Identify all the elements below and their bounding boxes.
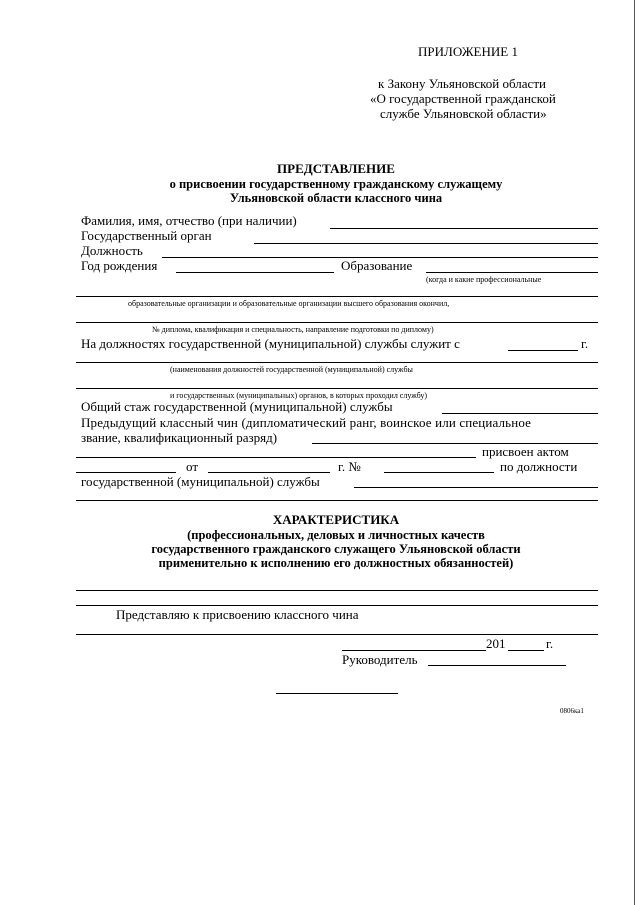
fio-input-line[interactable] (330, 228, 598, 229)
act-date-input-line[interactable] (208, 472, 330, 473)
service-start-input-line[interactable] (508, 350, 578, 351)
date-input-line[interactable] (342, 650, 486, 651)
service-caption1: (наименования должностей государственной (муниципальной) службы (170, 365, 413, 374)
service-positions-input-line[interactable] (76, 362, 598, 363)
characteristic-subtitle2: государственного гражданского служащего Ульяновской области (151, 542, 521, 556)
document-subtitle1: о присвоении государственному гражданскому служащему (169, 177, 503, 191)
characteristic-title: ХАРАКТЕРИСТИКА (272, 512, 400, 527)
service-label: На должностях государственной (муниципальной) службы служит с (81, 336, 460, 351)
document-subtitle2: Ульяновской области классного чина (229, 191, 443, 205)
year-prefix: 201 (486, 636, 506, 651)
service-organs-input-line[interactable] (76, 388, 598, 389)
service-tail-input-line2[interactable] (76, 500, 598, 501)
position-label: Должность (81, 243, 143, 258)
bottom-separator (276, 693, 398, 694)
birth-year-label: Год рождения (81, 258, 158, 273)
education-input-line2[interactable] (76, 296, 598, 297)
education-caption3: № диплома, квалификация и специальность, направление подготовки по диплому) (152, 325, 434, 334)
present-to-rank-input-line[interactable] (76, 634, 598, 635)
head-signature-line[interactable] (428, 665, 566, 666)
characteristic-subtitle1: (профессиональных, деловых и личностных качеств (187, 528, 485, 542)
fio-label: Фамилия, имя, отчество (при наличии) (81, 213, 297, 228)
service-year-suffix: г. (581, 336, 589, 351)
education-caption2: образовательные организации и образовательные организации высшего образования окончил, (128, 299, 450, 308)
by-position-label: по должности (500, 459, 578, 474)
organ-label: Государственный орган (81, 228, 212, 243)
characteristic-input-line1[interactable] (76, 590, 598, 591)
head-label: Руководитель (342, 652, 418, 667)
birth-year-input-line[interactable] (176, 272, 334, 273)
year-input-line[interactable] (508, 650, 544, 651)
characteristic-input-line2[interactable] (76, 605, 598, 606)
law-reference-line3: службе Ульяновской области» (380, 106, 547, 121)
service-tail-input-line[interactable] (354, 487, 598, 488)
act-issuer-input-line[interactable] (76, 472, 176, 473)
act-number-input-line[interactable] (384, 472, 494, 473)
appendix-label: ПРИЛОЖЕНИЕ 1 (418, 44, 518, 59)
date-year-suffix: г. (546, 636, 554, 651)
total-experience-input-line[interactable] (442, 413, 598, 414)
education-input-line3[interactable] (76, 322, 598, 323)
service-caption2: и государственных (муниципальных) органов, в которых проходил службу) (170, 391, 428, 400)
total-experience-label: Общий стаж государственной (муниципальной) службы (81, 399, 393, 414)
rank-act-input-line[interactable] (76, 457, 476, 458)
year-number-label: г. № (338, 459, 361, 474)
from-label: от (186, 459, 199, 474)
law-reference-line2: «О государственной гражданской (370, 91, 556, 106)
present-to-rank-label: Представляю к присвоению классного чина (116, 607, 359, 622)
education-label: Образование (341, 258, 413, 273)
previous-rank-label2: звание, квалификационный разряд) (81, 430, 278, 445)
document-code: 0806ка1 (560, 707, 584, 715)
education-input-line[interactable] (426, 272, 598, 273)
law-reference-line1: к Закону Ульяновской области (378, 76, 546, 91)
assigned-act-label: присвоен актом (482, 444, 569, 459)
previous-rank-label1: Предыдущий классный чин (дипломатический ранг, воинское или специальное (81, 415, 532, 430)
characteristic-subtitle3: применительно к исполнению его должностных обязанностей) (158, 556, 514, 570)
organ-input-line[interactable] (254, 243, 598, 244)
service-tail-label: государственной (муниципальной) службы (81, 474, 320, 489)
page-right-edge (634, 0, 635, 905)
education-caption1: (когда и какие профессиональные (426, 275, 542, 284)
document-title: ПРЕДСТАВЛЕНИЕ (277, 161, 395, 176)
